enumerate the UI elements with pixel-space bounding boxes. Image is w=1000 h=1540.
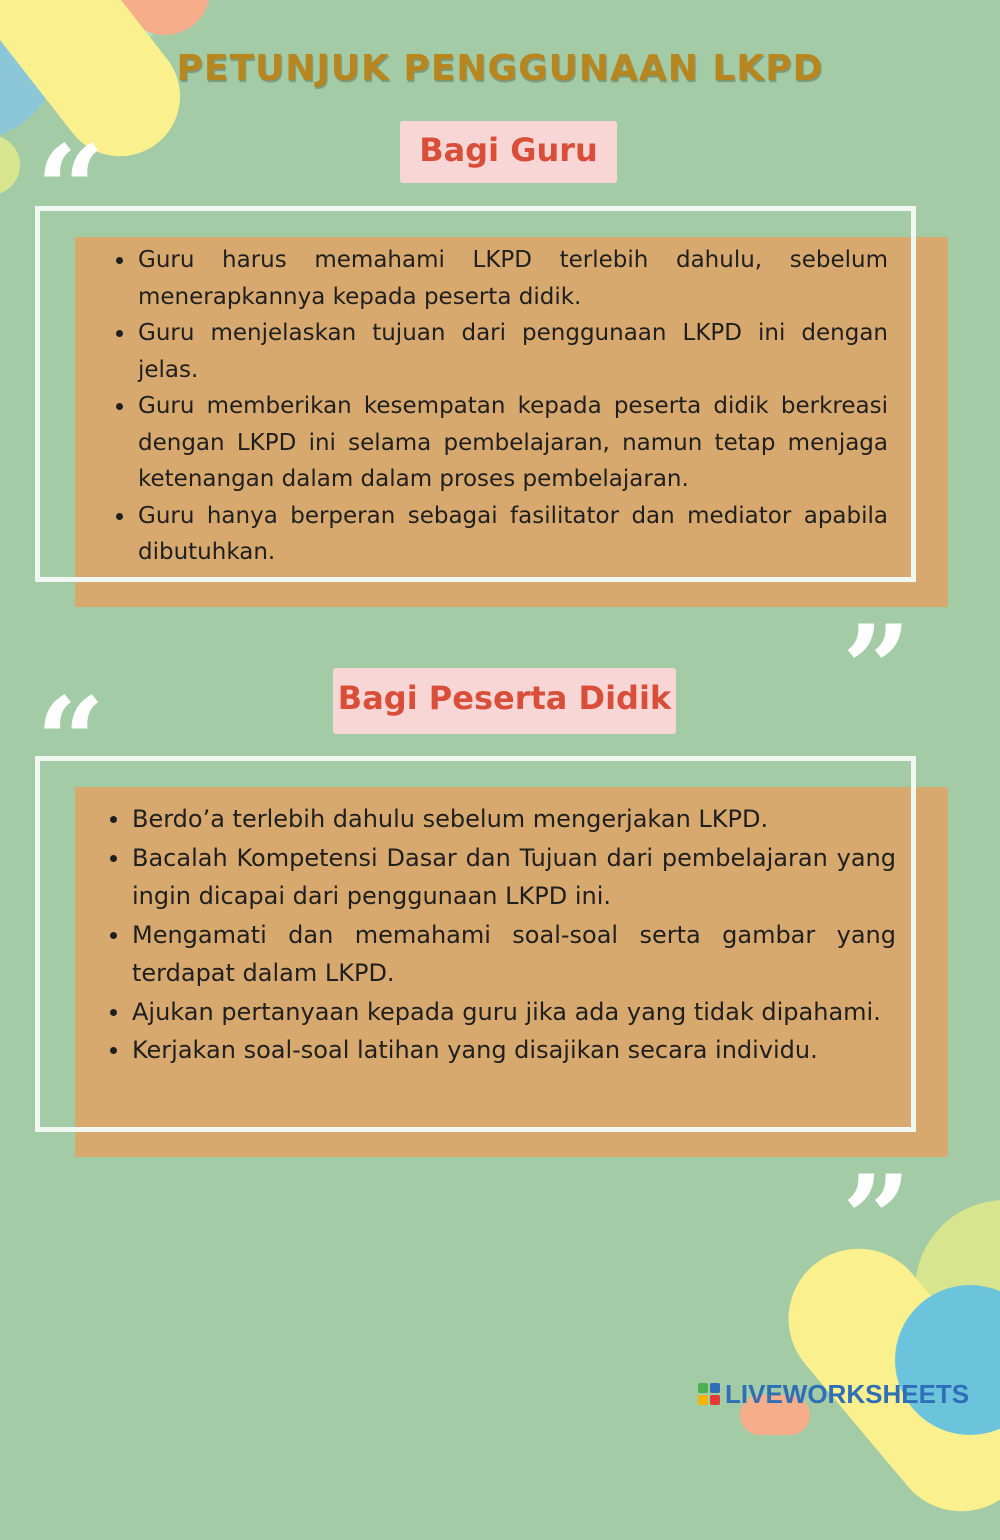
list-item: Ajukan pertanyaan kepada guru jika ada yang tidak dipahami.	[132, 993, 896, 1032]
open-quote-icon: “	[36, 130, 106, 210]
list-item: Kerjakan soal-soal latihan yang disajikan secara individu.	[132, 1031, 896, 1070]
decorative-circle-lime	[0, 135, 20, 195]
list-item: Mengamati dan memahami soal-soal serta gambar yang terdapat dalam LKPD.	[132, 916, 896, 993]
section-label-guru: Bagi Guru	[400, 121, 617, 183]
list-item: Guru harus memahami LKPD terlebih dahulu, sebelum menerapkannya kepada peserta didik.	[138, 242, 888, 315]
list-item: Guru menjelaskan tujuan dari penggunaan LKPD ini dengan jelas.	[138, 315, 888, 388]
brand-text: LIVEWORKSHEETS	[725, 1378, 970, 1409]
open-quote-icon: “	[36, 682, 106, 762]
logo-square	[710, 1383, 720, 1393]
liveworksheets-logo-icon	[698, 1383, 720, 1405]
peserta-didik-instruction-list	[132, 800, 896, 1070]
logo-square	[698, 1383, 708, 1393]
logo-square	[710, 1395, 720, 1405]
close-quote-icon: ”	[842, 1160, 912, 1240]
list-item: Guru hanya berperan sebagai fasilitator dan mediator apabila dibutuhkan.	[138, 498, 888, 571]
list-item: Berdo’a terlebih dahulu sebelum mengerjakan LKPD.	[132, 800, 896, 839]
close-quote-icon: ”	[842, 610, 912, 690]
list-item: Bacalah Kompetensi Dasar dan Tujuan dari pembelajaran yang ingin dicapai dari penggunaan LKPD ini.	[132, 839, 896, 916]
page-title: PETUNJUK PENGGUNAAN LKPD	[176, 48, 824, 89]
liveworksheets-watermark[interactable]	[698, 1379, 969, 1409]
list-item: Guru memberikan kesempatan kepada peserta didik berkreasi dengan LKPD ini selama pembelajaran, namun tetap menjaga ketenangan dalam dalam proses pembelajaran.	[138, 388, 888, 498]
guru-instruction-list	[138, 242, 888, 571]
section-label-peserta-didik: Bagi Peserta Didik	[333, 668, 676, 734]
logo-square	[698, 1395, 708, 1405]
